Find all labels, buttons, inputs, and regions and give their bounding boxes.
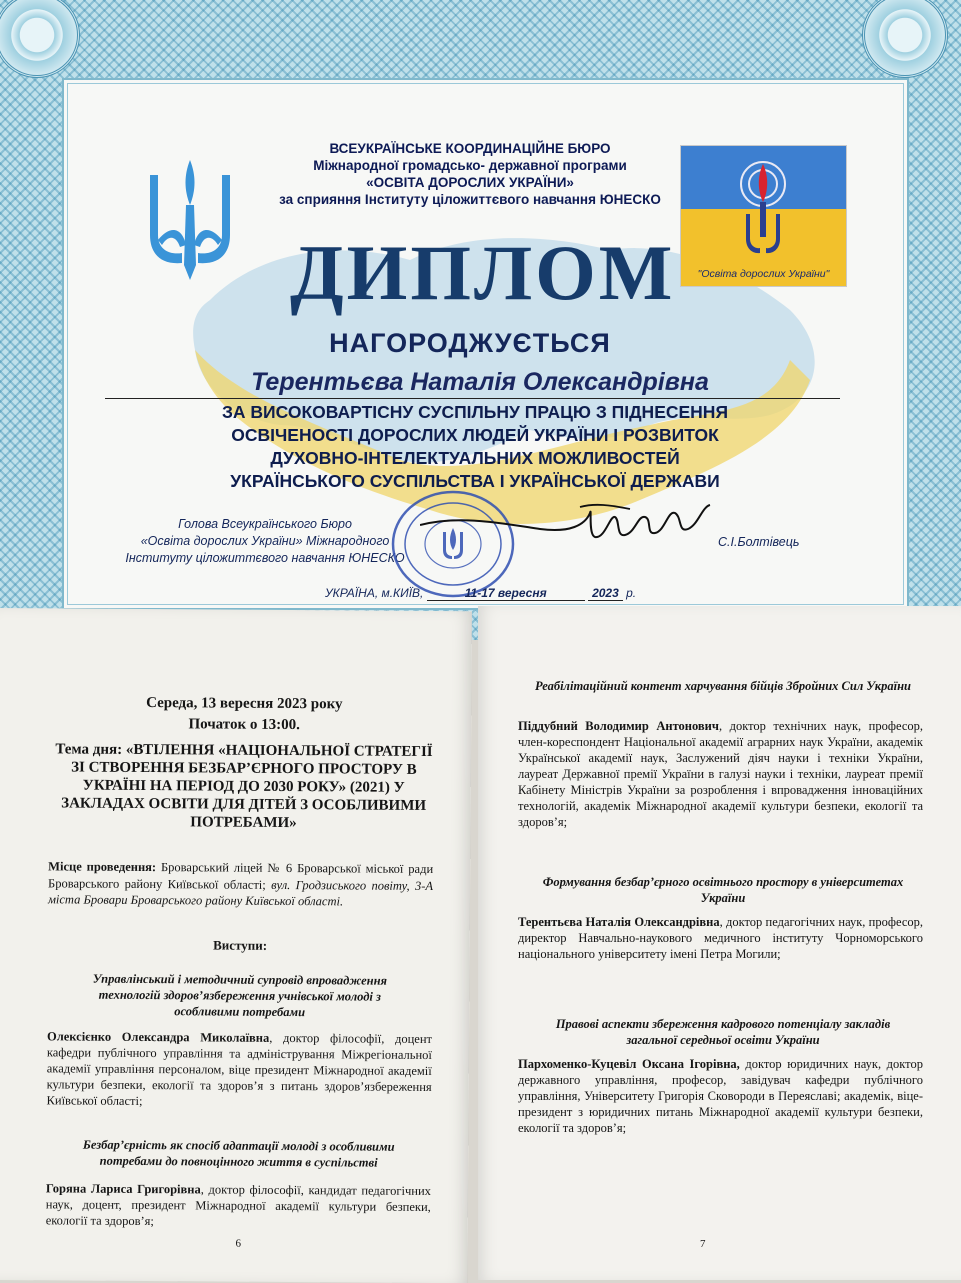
- organization-header: [220, 140, 720, 208]
- award-reason: [165, 401, 785, 493]
- start-time: Початок о 13:00.: [188, 716, 300, 734]
- venue-address: вул. Гродзиського повіту, 3-А міста Бровари Броварського району Київської області.: [47, 877, 434, 909]
- reason-line: УКРАЇНСЬКОГО СУСПІЛЬСТВА І УКРАЇНСЬКОЇ ДЕРЖАВИ: [230, 471, 720, 491]
- speaker-entry: [47, 1028, 433, 1111]
- org-line: Міжнародної громадсько- державної програми: [313, 158, 627, 173]
- venue: [48, 858, 433, 910]
- talk-topic: Формування безбар’єрного освітнього простору в університетах України: [542, 875, 904, 905]
- page-number: 7: [700, 1238, 706, 1250]
- sign-line: Голова Всеукраїнського Бюро: [178, 517, 352, 531]
- day-header: [59, 692, 429, 737]
- booklet-page-left: [0, 608, 472, 1283]
- day-theme: Тема дня: «ВТІЛЕННЯ «НАЦІОНАЛЬНОЇ СТРАТЕГІЇ ЗІ СТВОРЕННЯ БЕЗБАР’ЄРНОГО ПРОСТОРУ В УКРАЇНІ НА ПЕРІОД ДО 2030 РОКУ» (2021) У ЗАКЛАДАХ ОСВІТИ ДЛЯ ДІТЕЙ З ОСОБЛИВИМИ ПОТРЕБАМИ»: [55, 741, 433, 832]
- talk-topic: Безбар’єрність як спосіб адаптації молоді з особливими потребами до повноцінного життя в суспільстві: [82, 1137, 395, 1170]
- talk-topic: Управлінський і методичний супровід впровадження технологій здоров’язбереження учнівської молоді з особливими потребами: [92, 971, 388, 1020]
- sign-line: Інституту ціложиттєвого навчання ЮНЕСКО: [125, 551, 405, 565]
- reason-line: ДУХОВНО-ІНТЕЛЕКТУАЛЬНИХ МОЖЛИВОСТЕЙ: [270, 448, 680, 468]
- signatory-title: [100, 516, 430, 567]
- day-date: Середа, 13 вересня 2023 року: [146, 695, 343, 713]
- reason-line: ОСВІЧЕНОСТІ ДОРОСЛИХ ЛЮДЕЙ УКРАЇНИ І РОЗВИТОК: [231, 425, 719, 445]
- talk-topic: Правові аспекти збереження кадрового потенціалу закладів загальної середньої освіти України: [555, 1017, 891, 1047]
- logo-caption: "Освіта дорослих України": [697, 268, 830, 280]
- speaker-credentials: , доктор технічних наук, професор, член-кореспондент Національної академії аграрних наук України, академік Української академії наук, Заслужений діяч науки і техніки України, лауреат Державної премії України в галузі науки і техніки, лауреат премії Кабінету Міністрів України за розроблення і впровадження інноваційних технологій, академік Міжнародної академії культури безпеки, екології та здоров’я;: [518, 719, 923, 829]
- diploma: [0, 0, 961, 640]
- diploma-subtitle: НАГОРОДЖУЄТЬСЯ: [329, 328, 611, 358]
- adult-education-logo: [680, 145, 847, 287]
- speaker-credentials: , доктор педагогічних наук, професор, директор Навчально-наукового медичного інституту Чорноморського національного університету імені Петра Могили;: [518, 915, 924, 961]
- org-line: ВСЕУКРАЇНСЬКЕ КООРДИНАЦІЙНЕ БЮРО: [329, 141, 611, 156]
- sign-line: «Освіта дорослих України» Міжнародного: [140, 534, 390, 548]
- venue-label: Місце проведення:: [48, 859, 157, 875]
- speeches-heading: Виступи:: [213, 937, 268, 953]
- reason-line: ЗА ВИСОКОВАРТІСНУ СУСПІЛЬНУ ПРАЦЮ З ПІДНЕСЕННЯ: [221, 402, 729, 422]
- org-line: «ОСВІТА ДОРОСЛИХ УКРАЇНИ»: [366, 175, 574, 190]
- handwritten-signature: [420, 495, 720, 555]
- speaker-name: Олексієнко Олександра Миколаївна: [46, 1029, 270, 1045]
- speaker-name: Пархоменко-Куцевіл Оксана Ігорівна,: [518, 1057, 740, 1071]
- diploma-title: ДИПЛОМ: [290, 229, 676, 316]
- booklet-page-right: [478, 606, 961, 1280]
- date-range: 11-17 вересня: [427, 586, 585, 601]
- year: 2023: [588, 586, 623, 601]
- speaker-entry: [518, 718, 923, 830]
- speaker-name: Піддубний Володимир Антонович: [518, 719, 719, 733]
- page-number: 6: [235, 1237, 242, 1250]
- speaker-entry: [518, 1056, 923, 1136]
- talk-topic: Реабілітаційний контент харчування бійців Збройних Сил України: [535, 679, 911, 693]
- place-text: УКРАЇНА, м.КИЇВ,: [325, 586, 424, 600]
- recipient-underline: [105, 398, 840, 399]
- venue-text: Броварський ліцей № 6 Броварської міської ради Броварського району Київської області;: [48, 860, 434, 892]
- speaker-credentials: , доктор філософії, кандидат педагогічних наук, доцент, президент Міжнародної академії культури безпеки, екології та здоров’я;: [45, 1182, 431, 1229]
- speaker-name: Терентьєва Наталія Олександрівна: [518, 915, 720, 929]
- speaker-entry: [46, 1180, 431, 1231]
- org-line: за сприяння Інституту ціложиттєвого навчання ЮНЕСКО: [279, 192, 661, 207]
- torch-trident-icon: [726, 154, 801, 264]
- signer-name: С.І.Болтівець: [718, 535, 800, 549]
- speaker-entry: [518, 914, 923, 962]
- recipient-name: Терентьєва Наталія Олександрівна: [251, 368, 709, 396]
- speaker-name: Горяна Лариса Григорівна: [45, 1181, 201, 1197]
- place-date: [325, 586, 636, 601]
- speaker-credentials: , доктор філософії, доцент кафедри публічного управління та адміністрування Міжрегіональної академії управління персоналом, віце президент Міжнародної академії культури безпеки, екології та здоров’я з питань здоров’язбереження Київської області;: [46, 1030, 433, 1109]
- speaker-credentials: доктор юридичних наук, доктор державного управління, професор, завідувач кафедри публічного управління, Університету Григорія Сковороди в Переяславі; академік, віце-президент з юридичних питань Міжнародної академії культури безпеки, екології та здоров’я;: [518, 1057, 923, 1135]
- year-suffix: р.: [626, 586, 637, 600]
